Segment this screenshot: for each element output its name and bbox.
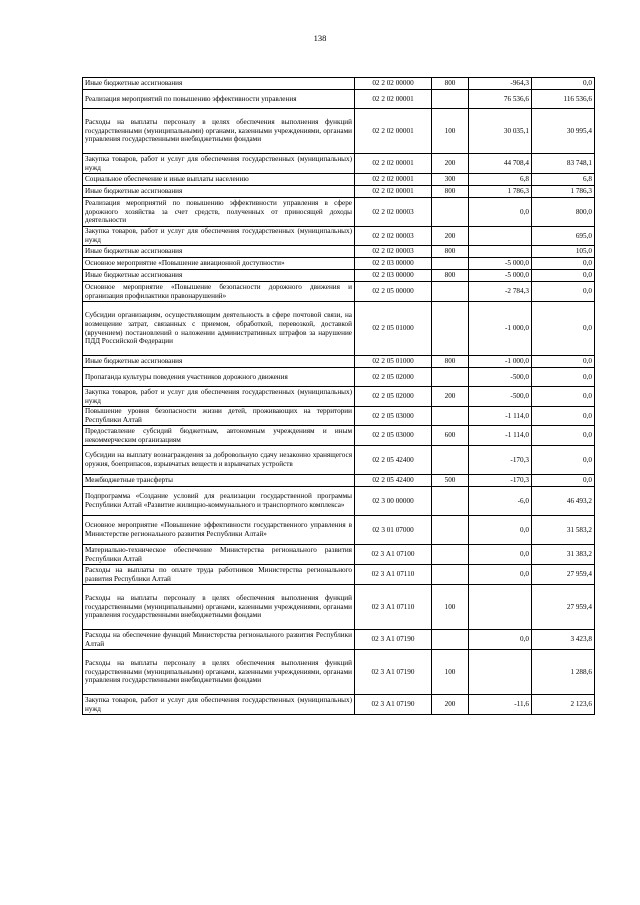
amount-total-cell: 0,0 — [532, 282, 595, 302]
amount-total-cell: 31 383,2 — [532, 545, 595, 565]
target-code-cell: 02 3 А1 07190 — [355, 650, 432, 695]
expense-type-cell: 500 — [432, 475, 469, 487]
amount-change-cell — [469, 246, 532, 258]
target-code-cell: 02 2 05 03000 — [355, 426, 432, 446]
amount-total-cell: 0,0 — [532, 270, 595, 282]
expense-name-cell: Иные бюджетные ассигнования — [83, 270, 355, 282]
amount-total-cell: 1 288,6 — [532, 650, 595, 695]
expense-type-cell — [432, 302, 469, 356]
amount-change-cell: 1 786,3 — [469, 186, 532, 198]
table-row — [83, 270, 595, 282]
target-code-cell: 02 3 А1 07190 — [355, 695, 432, 715]
table-row — [83, 630, 595, 650]
table-row — [83, 695, 595, 715]
table-row — [83, 368, 595, 387]
amount-total-cell: 1 786,3 — [532, 186, 595, 198]
table-row — [83, 446, 595, 475]
table-row — [83, 516, 595, 545]
table-row — [83, 475, 595, 487]
amount-change-cell: -1 000,0 — [469, 356, 532, 368]
amount-total-cell: 0,0 — [532, 426, 595, 446]
amount-change-cell: -5 000,0 — [469, 258, 532, 270]
expense-type-cell: 300 — [432, 174, 469, 186]
amount-total-cell: 0,0 — [532, 407, 595, 426]
expense-name-cell: Закупка товаров, работ и услуг для обеспечения государственных (муниципальных) нужд — [83, 154, 355, 174]
expense-type-cell — [432, 565, 469, 585]
expense-name-cell: Реализация мероприятий по повышению эффективности управления — [83, 90, 355, 109]
expense-name-cell: Закупка товаров, работ и услуг для обеспечения государственных (муниципальных) нужд — [83, 695, 355, 715]
expense-name-cell: Расходы на выплаты по оплате труда работников Министерства регионального развития Республики Алтай — [83, 565, 355, 585]
target-code-cell: 02 3 01 07000 — [355, 516, 432, 545]
target-code-cell: 02 2 02 00001 — [355, 90, 432, 109]
expense-name-cell: Социальное обеспечение и иные выплаты населению — [83, 174, 355, 186]
amount-total-cell: 0,0 — [532, 368, 595, 387]
expense-name-cell: Пропаганда культуры поведения участников дорожного движения — [83, 368, 355, 387]
expense-type-cell — [432, 407, 469, 426]
amount-total-cell: 116 536,6 — [532, 90, 595, 109]
amount-total-cell: 105,0 — [532, 246, 595, 258]
table-row — [83, 186, 595, 198]
table-row — [83, 78, 595, 90]
amount-change-cell: -6,0 — [469, 487, 532, 516]
amount-change-cell: -11,6 — [469, 695, 532, 715]
amount-change-cell: -170,3 — [469, 475, 532, 487]
table-row — [83, 258, 595, 270]
target-code-cell: 02 2 02 00001 — [355, 109, 432, 154]
table-row — [83, 545, 595, 565]
amount-change-cell: 0,0 — [469, 516, 532, 545]
target-code-cell: 02 2 02 00003 — [355, 246, 432, 258]
amount-change-cell: 6,8 — [469, 174, 532, 186]
expense-name-cell: Подпрограмма «Создание условий для реализации государственной программы Республики Алтай «Развитие жилищно-коммунального и транспортного комплекса» — [83, 487, 355, 516]
target-code-cell: 02 2 03 00000 — [355, 258, 432, 270]
target-code-cell: 02 2 05 00000 — [355, 282, 432, 302]
amount-change-cell: -5 000,0 — [469, 270, 532, 282]
table-row — [83, 650, 595, 695]
amount-change-cell: 0,0 — [469, 198, 532, 227]
expense-type-cell — [432, 368, 469, 387]
target-code-cell: 02 2 02 00003 — [355, 198, 432, 227]
table-row — [83, 585, 595, 630]
target-code-cell: 02 3 А1 07100 — [355, 545, 432, 565]
target-code-cell: 02 2 02 00001 — [355, 174, 432, 186]
expense-type-cell: 800 — [432, 246, 469, 258]
expense-name-cell: Межбюджетные трансферты — [83, 475, 355, 487]
expense-name-cell: Повышение уровня безопасности жизни детей, проживающих на территории Республики Алтай — [83, 407, 355, 426]
amount-change-cell — [469, 585, 532, 630]
amount-total-cell: 6,8 — [532, 174, 595, 186]
expense-type-cell — [432, 545, 469, 565]
target-code-cell: 02 2 02 00001 — [355, 186, 432, 198]
amount-total-cell: 0,0 — [532, 446, 595, 475]
table-row — [83, 487, 595, 516]
expense-name-cell: Основное мероприятие «Повышение эффективности государственного управления в Министерстве регионального развития Республики Алтай» — [83, 516, 355, 545]
table-body — [83, 78, 595, 715]
expense-name-cell: Субсидии на выплату вознаграждения за добровольную сдачу незаконно хранящегося оружия, боеприпасов, взрывчатых веществ и взрывчатых устройств — [83, 446, 355, 475]
target-code-cell: 02 2 05 42400 — [355, 446, 432, 475]
table-row — [83, 154, 595, 174]
target-code-cell: 02 2 05 01000 — [355, 302, 432, 356]
table-row — [83, 565, 595, 585]
table-row — [83, 407, 595, 426]
amount-change-cell: -170,3 — [469, 446, 532, 475]
expense-name-cell: Закупка товаров, работ и услуг для обеспечения государственных (муниципальных) нужд — [83, 227, 355, 246]
expense-name-cell: Закупка товаров, работ и услуг для обеспечения государственных (муниципальных) нужд — [83, 387, 355, 407]
expense-name-cell: Расходы на выплаты персоналу в целях обеспечения выполнения функций государственными (муниципальными) органами, казенными учреждениями, органами управления государственными внебюджетными фондами — [83, 585, 355, 630]
target-code-cell: 02 2 05 03000 — [355, 407, 432, 426]
budget-table — [82, 77, 595, 715]
expense-type-cell: 200 — [432, 154, 469, 174]
amount-change-cell: -1 114,0 — [469, 426, 532, 446]
expense-type-cell — [432, 90, 469, 109]
expense-name-cell: Реализация мероприятий по повышению эффективности управления в сфере дорожного хозяйства за счет средств, полученных от приносящей доходы деятельности — [83, 198, 355, 227]
table-row — [83, 109, 595, 154]
amount-change-cell: 44 708,4 — [469, 154, 532, 174]
amount-total-cell: 3 423,8 — [532, 630, 595, 650]
table-row — [83, 302, 595, 356]
expense-type-cell — [432, 282, 469, 302]
expense-name-cell: Субсидии организациям, осуществляющим деятельность в сфере почтовой связи, на возмещение затрат, связанных с приемом, обработкой, перевозкой, доставкой (вручением) постановлений о наложении административных штрафов за нарушение ПДД Российской Федерации — [83, 302, 355, 356]
expense-type-cell — [432, 258, 469, 270]
amount-change-cell: 30 035,1 — [469, 109, 532, 154]
amount-total-cell: 2 123,6 — [532, 695, 595, 715]
amount-total-cell: 31 583,2 — [532, 516, 595, 545]
target-code-cell: 02 2 03 00000 — [355, 270, 432, 282]
amount-change-cell: -500,0 — [469, 387, 532, 407]
target-code-cell: 02 2 02 00000 — [355, 78, 432, 90]
expense-type-cell: 800 — [432, 270, 469, 282]
expense-name-cell: Предоставление субсидий бюджетным, автономным учреждениям и иным некоммерческим организациям — [83, 426, 355, 446]
table-row — [83, 90, 595, 109]
expense-name-cell: Основное мероприятие «Повышение авиационной доступности» — [83, 258, 355, 270]
page-number: 138 — [313, 33, 327, 43]
amount-total-cell: 0,0 — [532, 356, 595, 368]
expense-type-cell: 100 — [432, 109, 469, 154]
expense-name-cell: Расходы на выплаты персоналу в целях обеспечения выполнения функций государственными (муниципальными) органами, казенными учреждениями, органами управления государственными внебюджетными фондами — [83, 109, 355, 154]
expense-type-cell: 100 — [432, 650, 469, 695]
amount-total-cell: 27 959,4 — [532, 565, 595, 585]
amount-total-cell: 695,0 — [532, 227, 595, 246]
table-row — [83, 426, 595, 446]
target-code-cell: 02 2 05 02000 — [355, 387, 432, 407]
expense-type-cell: 200 — [432, 695, 469, 715]
expense-name-cell: Иные бюджетные ассигнования — [83, 78, 355, 90]
expense-name-cell: Иные бюджетные ассигнования — [83, 356, 355, 368]
amount-change-cell: 0,0 — [469, 630, 532, 650]
expense-name-cell: Основное мероприятие «Повышение безопасности дорожного движения и организация профилактики правонарушений» — [83, 282, 355, 302]
expense-type-cell — [432, 516, 469, 545]
amount-change-cell — [469, 227, 532, 246]
expense-type-cell: 800 — [432, 78, 469, 90]
expense-type-cell: 600 — [432, 426, 469, 446]
table-row — [83, 282, 595, 302]
amount-change-cell: -1 000,0 — [469, 302, 532, 356]
expense-type-cell: 800 — [432, 356, 469, 368]
amount-total-cell: 46 493,2 — [532, 487, 595, 516]
amount-change-cell: 0,0 — [469, 565, 532, 585]
amount-total-cell: 0,0 — [532, 258, 595, 270]
amount-total-cell: 0,0 — [532, 302, 595, 356]
target-code-cell: 02 3 А1 07110 — [355, 565, 432, 585]
expense-type-cell: 200 — [432, 227, 469, 246]
amount-total-cell: 30 995,4 — [532, 109, 595, 154]
expense-type-cell — [432, 198, 469, 227]
table-row — [83, 387, 595, 407]
expense-name-cell: Расходы на выплаты персоналу в целях обеспечения выполнения функций государственными (муниципальными) органами, казенными учреждениями, органами управления государственными внебюджетными фондами — [83, 650, 355, 695]
amount-change-cell: 76 536,6 — [469, 90, 532, 109]
table-row — [83, 356, 595, 368]
table-row — [83, 246, 595, 258]
target-code-cell: 02 2 05 02000 — [355, 368, 432, 387]
amount-change-cell — [469, 650, 532, 695]
amount-total-cell: 0,0 — [532, 475, 595, 487]
amount-total-cell: 800,0 — [532, 198, 595, 227]
target-code-cell: 02 3 А1 07190 — [355, 630, 432, 650]
target-code-cell: 02 3 А1 07110 — [355, 585, 432, 630]
expense-type-cell — [432, 630, 469, 650]
amount-change-cell: -964,3 — [469, 78, 532, 90]
expense-type-cell: 200 — [432, 387, 469, 407]
target-code-cell: 02 2 02 00003 — [355, 227, 432, 246]
amount-change-cell: -1 114,0 — [469, 407, 532, 426]
expense-name-cell: Расходы на обеспечение функций Министерства регионального развития Республики Алтай — [83, 630, 355, 650]
expense-type-cell — [432, 446, 469, 475]
expense-name-cell: Иные бюджетные ассигнования — [83, 186, 355, 198]
table-row — [83, 198, 595, 227]
expense-name-cell: Материально-техническое обеспечение Министерства регионального развития Республики Алтай — [83, 545, 355, 565]
table-row — [83, 227, 595, 246]
amount-change-cell: -2 784,3 — [469, 282, 532, 302]
amount-total-cell: 0,0 — [532, 387, 595, 407]
amount-change-cell: -500,0 — [469, 368, 532, 387]
amount-change-cell: 0,0 — [469, 545, 532, 565]
amount-total-cell: 27 959,4 — [532, 585, 595, 630]
table-row — [83, 174, 595, 186]
expense-type-cell — [432, 487, 469, 516]
expense-type-cell: 100 — [432, 585, 469, 630]
amount-total-cell: 0,0 — [532, 78, 595, 90]
expense-name-cell: Иные бюджетные ассигнования — [83, 246, 355, 258]
target-code-cell: 02 3 00 00000 — [355, 487, 432, 516]
target-code-cell: 02 2 02 00001 — [355, 154, 432, 174]
amount-total-cell: 83 748,1 — [532, 154, 595, 174]
expense-type-cell: 800 — [432, 186, 469, 198]
target-code-cell: 02 2 05 42400 — [355, 475, 432, 487]
target-code-cell: 02 2 05 01000 — [355, 356, 432, 368]
